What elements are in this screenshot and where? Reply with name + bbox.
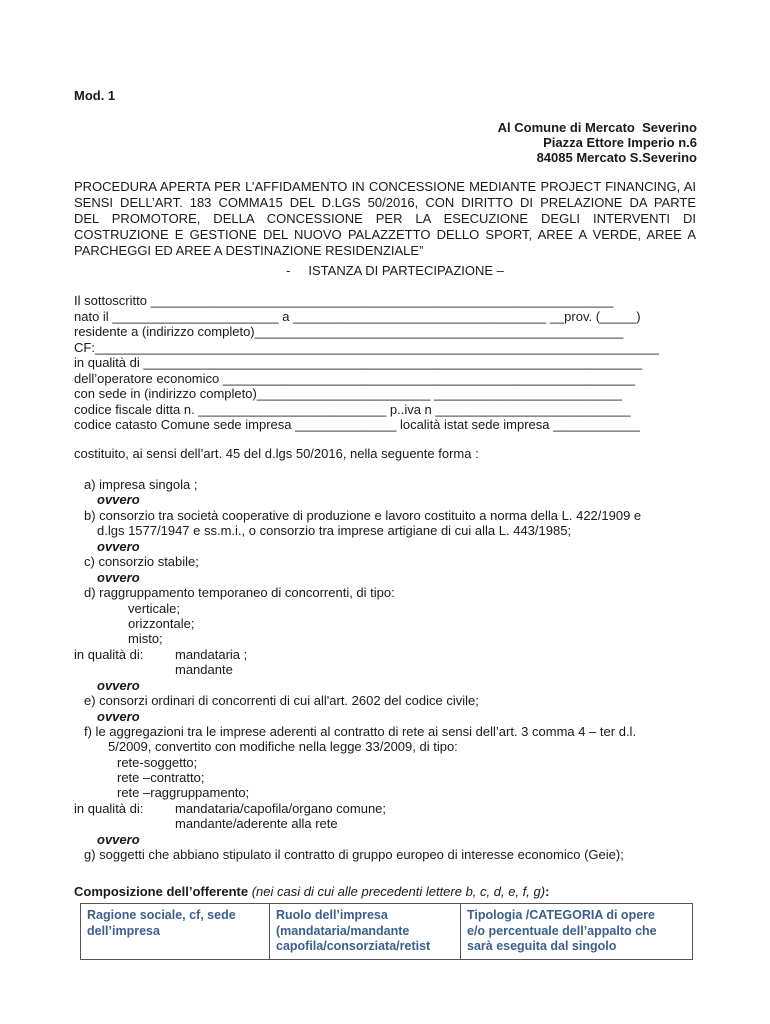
intro-line-4: COSTRUZIONE E GESTIONE DEL NUOVO PALAZZETTO DELLO SPORT, AREE A VERDE, AREE A xyxy=(74,227,696,242)
header-line: sarà eseguita dal singolo xyxy=(467,939,617,953)
in-qualita-label: in qualità di: xyxy=(74,801,144,816)
address-line-2: Piazza Ettore Imperio n.6 xyxy=(543,135,697,150)
ovvero-label: ovvero xyxy=(97,539,140,554)
ovvero-label: ovvero xyxy=(97,570,140,585)
header-line: Ragione sociale, cf, sede xyxy=(87,908,236,922)
option-b-line-1: b) consorzio tra società cooperative di produzione e lavoro costituito a norma della L. 422/1909 e xyxy=(84,508,642,523)
option-e: e) consorzi ordinari di concorrenti di cui all'art. 2602 del codice civile; xyxy=(84,693,479,708)
in-qualita-label: in qualità di: xyxy=(74,647,144,662)
option-d-misto: misto; xyxy=(128,631,163,646)
header-line: dell’impresa xyxy=(87,923,160,938)
istanza-heading: - ISTANZA DI PARTECIPAZIONE – xyxy=(286,263,504,278)
option-f-rete-soggetto: rete-soggetto; xyxy=(117,755,198,770)
header-line: capofila/consorziata/retist xyxy=(276,939,431,953)
header-line: Ruolo dell’impresa xyxy=(276,908,388,922)
field-residente: residente a (indirizzo completo)___________________________________________________ xyxy=(74,324,624,339)
option-f-line-1: f) le aggregazioni tra le imprese aderenti al contratto di rete ai sensi dell’art. 3 comma 4 – ter d.l. xyxy=(84,724,637,739)
header-line: e/o percentuale dell’appalto che xyxy=(467,923,657,938)
option-g: g) soggetti che abbiano stipulato il contratto di gruppo europeo di interesse economico (Geie); xyxy=(84,847,624,862)
ovvero-label: ovvero xyxy=(97,678,140,693)
ovvero-label: ovvero xyxy=(97,832,140,847)
option-d-mandataria: mandataria ; xyxy=(175,647,248,662)
field-nato: nato il _______________________ a ___________________________________ __prov. (_____) xyxy=(74,309,641,324)
address-line-3: 84085 Mercato S.Severino xyxy=(536,150,697,165)
option-d-verticale: verticale; xyxy=(128,601,181,616)
composizione-heading xyxy=(74,884,549,899)
field-codice-catasto: codice catasto Comune sede impresa ______________ località istat sede impresa ____________ xyxy=(74,417,640,432)
field-sede: con sede in (indirizzo completo)________________________ __________________________ xyxy=(74,386,622,401)
table-header-ragione-sociale xyxy=(81,904,270,960)
table-header-tipologia xyxy=(461,904,693,960)
option-d-mandante: mandante xyxy=(175,662,233,677)
field-sottoscritto: Il sottoscritto ________________________________________________________________ xyxy=(74,293,614,308)
option-f-rete-raggruppamento: rete –raggruppamento; xyxy=(117,785,250,800)
intro-line-2: SENSI DELL’ART. 183 COMMA15 DEL D.LGS 50/2016, CON DIRITTO DI PRELAZIONE DA PARTE xyxy=(74,195,696,210)
intro-line-3: DEL PROMOTORE, DELLA CONCESSIONE PER LA ESECUZIONE DEGLI INTERVENTI DI xyxy=(74,211,696,226)
option-f-rete-contratto: rete –contratto; xyxy=(117,770,205,785)
option-a: a) impresa singola ; xyxy=(84,477,198,492)
option-f-mandataria: mandataria/capofila/organo comune; xyxy=(175,801,387,816)
option-d: d) raggruppamento temporaneo di concorrenti, di tipo: xyxy=(84,585,395,600)
table-header-ruolo xyxy=(270,904,461,960)
address-line-1: Al Comune di Mercato Severino xyxy=(497,120,697,135)
costituito-line: costituito, ai sensi dell’art. 45 del d.lgs 50/2016, nella seguente forma : xyxy=(74,446,479,461)
composizione-note: (nei casi di cui alle precedenti lettere b, c, d, e, f, g) xyxy=(248,884,546,899)
composizione-colon: : xyxy=(545,884,550,899)
composizione-table xyxy=(80,903,693,960)
option-c: c) consorzio stabile; xyxy=(84,554,199,569)
header-line: Tipologia /CATEGORIA di opere xyxy=(467,908,655,922)
option-b-line-2: d.lgs 1577/1947 e ss.m.i., o consorzio tra imprese artigiane di cui alla L. 443/1985; xyxy=(97,523,572,538)
intro-line-5: PARCHEGGI ED AREE A DESTINAZIONE RESIDENZIALE” xyxy=(74,243,424,258)
field-operatore: dell’operatore economico _________________________________________________________ xyxy=(74,371,635,386)
mod-label: Mod. 1 xyxy=(74,88,116,103)
option-f-line-2: 5/2009, convertito con modifiche nella legge 33/2009, di tipo: xyxy=(108,739,458,754)
field-cf: CF:______________________________________________________________________________ xyxy=(74,340,659,355)
field-codice-fiscale: codice fiscale ditta n. __________________________ p..iva n ___________________________ xyxy=(74,402,631,417)
intro-line-1: PROCEDURA APERTA PER L’AFFIDAMENTO IN CONCESSIONE MEDIANTE PROJECT FINANCING, AI xyxy=(74,179,696,194)
option-f-mandante: mandante/aderente alla rete xyxy=(175,816,338,831)
option-d-orizzontale: orizzontale; xyxy=(128,616,195,631)
table-header-row xyxy=(81,904,693,960)
ovvero-label: ovvero xyxy=(97,709,140,724)
composizione-title: Composizione dell’offerente xyxy=(74,884,249,899)
field-qualita: in qualità di _____________________________________________________________________ xyxy=(74,355,643,370)
ovvero-label: ovvero xyxy=(97,492,140,507)
header-line: (mandataria/mandante xyxy=(276,923,410,938)
